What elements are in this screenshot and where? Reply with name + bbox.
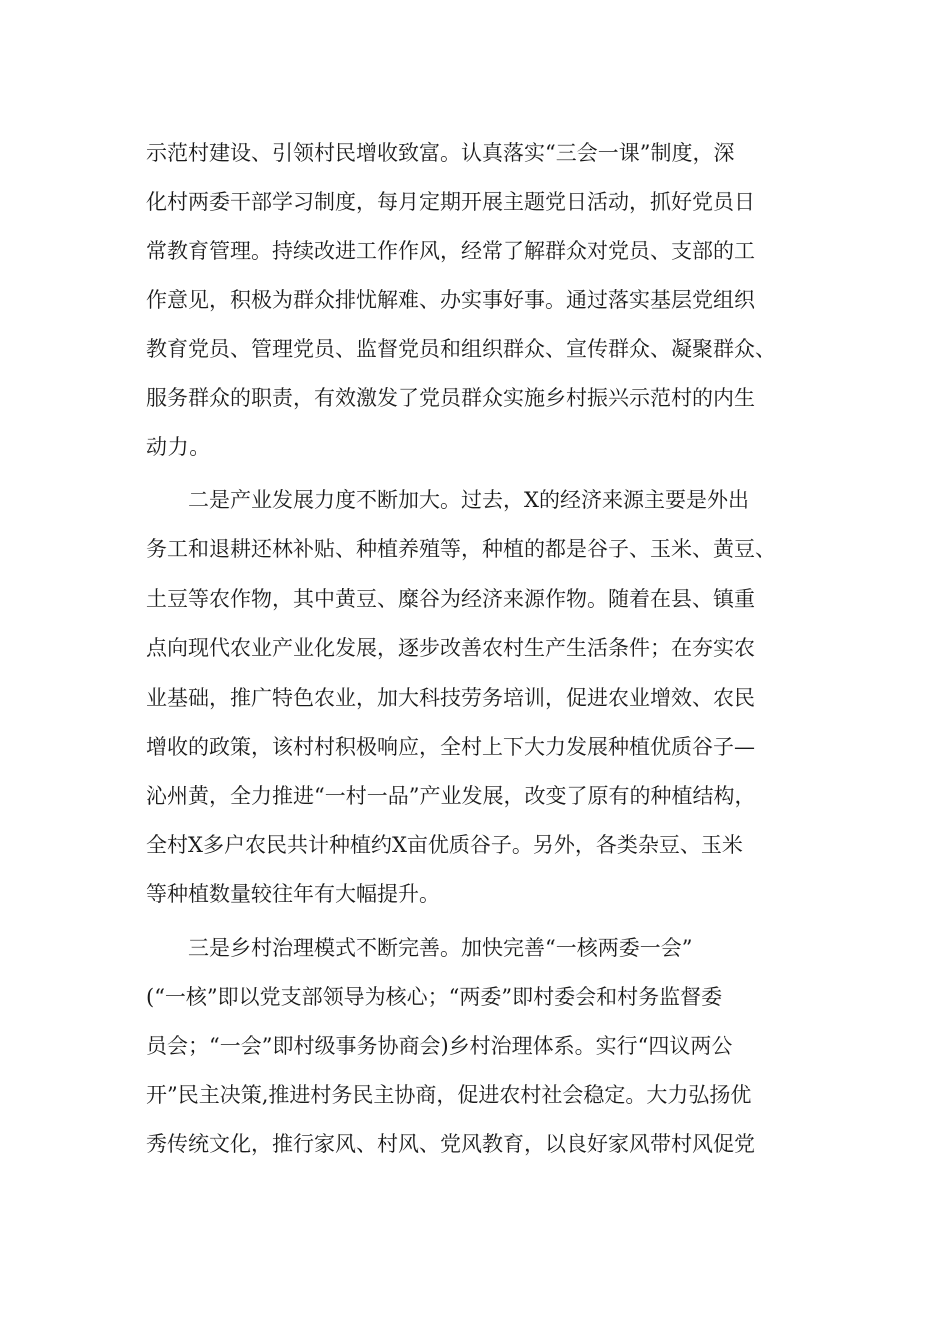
- paragraph-3-line-2: (“一核”即以党支部领导为核心；“两委”即村委会和村务监督委: [146, 985, 723, 1009]
- paragraph-1-line-7: 动力。: [146, 435, 211, 459]
- paragraph-1-line-6: 服务群众的职责，有效激发了党员群众实施乡村振兴示范村的内生: [146, 386, 755, 410]
- paragraph-2-line-4: 点向现代农业产业化发展，逐步改善农村生产生活条件；在夯实农: [146, 636, 755, 660]
- paragraph-2-line-2: 务工和退耕还林补贴、种植养殖等，种植的都是谷子、玉米、黄豆、: [146, 537, 776, 561]
- paragraph-1-line-2: 化村两委干部学习制度，每月定期开展主题党日活动，抓好党员日: [146, 190, 755, 214]
- paragraph-3-line-4: 开”民主决策,推进村务民主协商，促进农村社会稳定。大力弘扬优: [146, 1083, 752, 1107]
- paragraph-2-line-8: 全村X多户农民共计种植约X亩优质谷子。另外，各类杂豆、玉米: [146, 833, 743, 857]
- paragraph-1-line-4: 作意见，积极为群众排忧解难、办实事好事。通过落实基层党组织: [146, 288, 755, 312]
- paragraph-2-line-9: 等种植数量较往年有大幅提升。: [146, 882, 440, 906]
- paragraph-3-line-5: 秀传统文化，推行家风、村风、党风教育，以良好家风带村风促党: [146, 1132, 755, 1156]
- paragraph-3-line-1: 三是乡村治理模式不断完善。加快完善“一核两委一会”: [188, 936, 693, 960]
- paragraph-2-line-6: 增收的政策，该村村积极响应，全村上下大力发展种植优质谷子—: [146, 735, 755, 759]
- paragraph-1-line-3: 常教育管理。持续改进工作作风，经常了解群众对党员、支部的工: [146, 239, 755, 263]
- paragraph-2-line-5: 业基础，推广特色农业，加大科技劳务培训，促进农业增效、农民: [146, 686, 755, 710]
- paragraph-2-line-3: 土豆等农作物，其中黄豆、糜谷为经济来源作物。随着在县、镇重: [146, 587, 755, 611]
- paragraph-2-line-7: 沁州黄，全力推进“一村一品”产业发展，改变了原有的种植结构，: [146, 784, 756, 808]
- paragraph-1-line-1: 示范村建设、引领村民增收致富。认真落实“三会一课”制度，深: [146, 141, 735, 165]
- paragraph-2-line-1: 二是产业发展力度不断加大。过去，X的经济来源主要是外出: [188, 488, 749, 512]
- paragraph-3-line-3: 员会；“一会”即村级事务协商会)乡村治理体系。实行“四议两公: [146, 1034, 733, 1058]
- paragraph-1-line-5: 教育党员、管理党员、监督党员和组织群众、宣传群众、凝聚群众、: [146, 337, 776, 361]
